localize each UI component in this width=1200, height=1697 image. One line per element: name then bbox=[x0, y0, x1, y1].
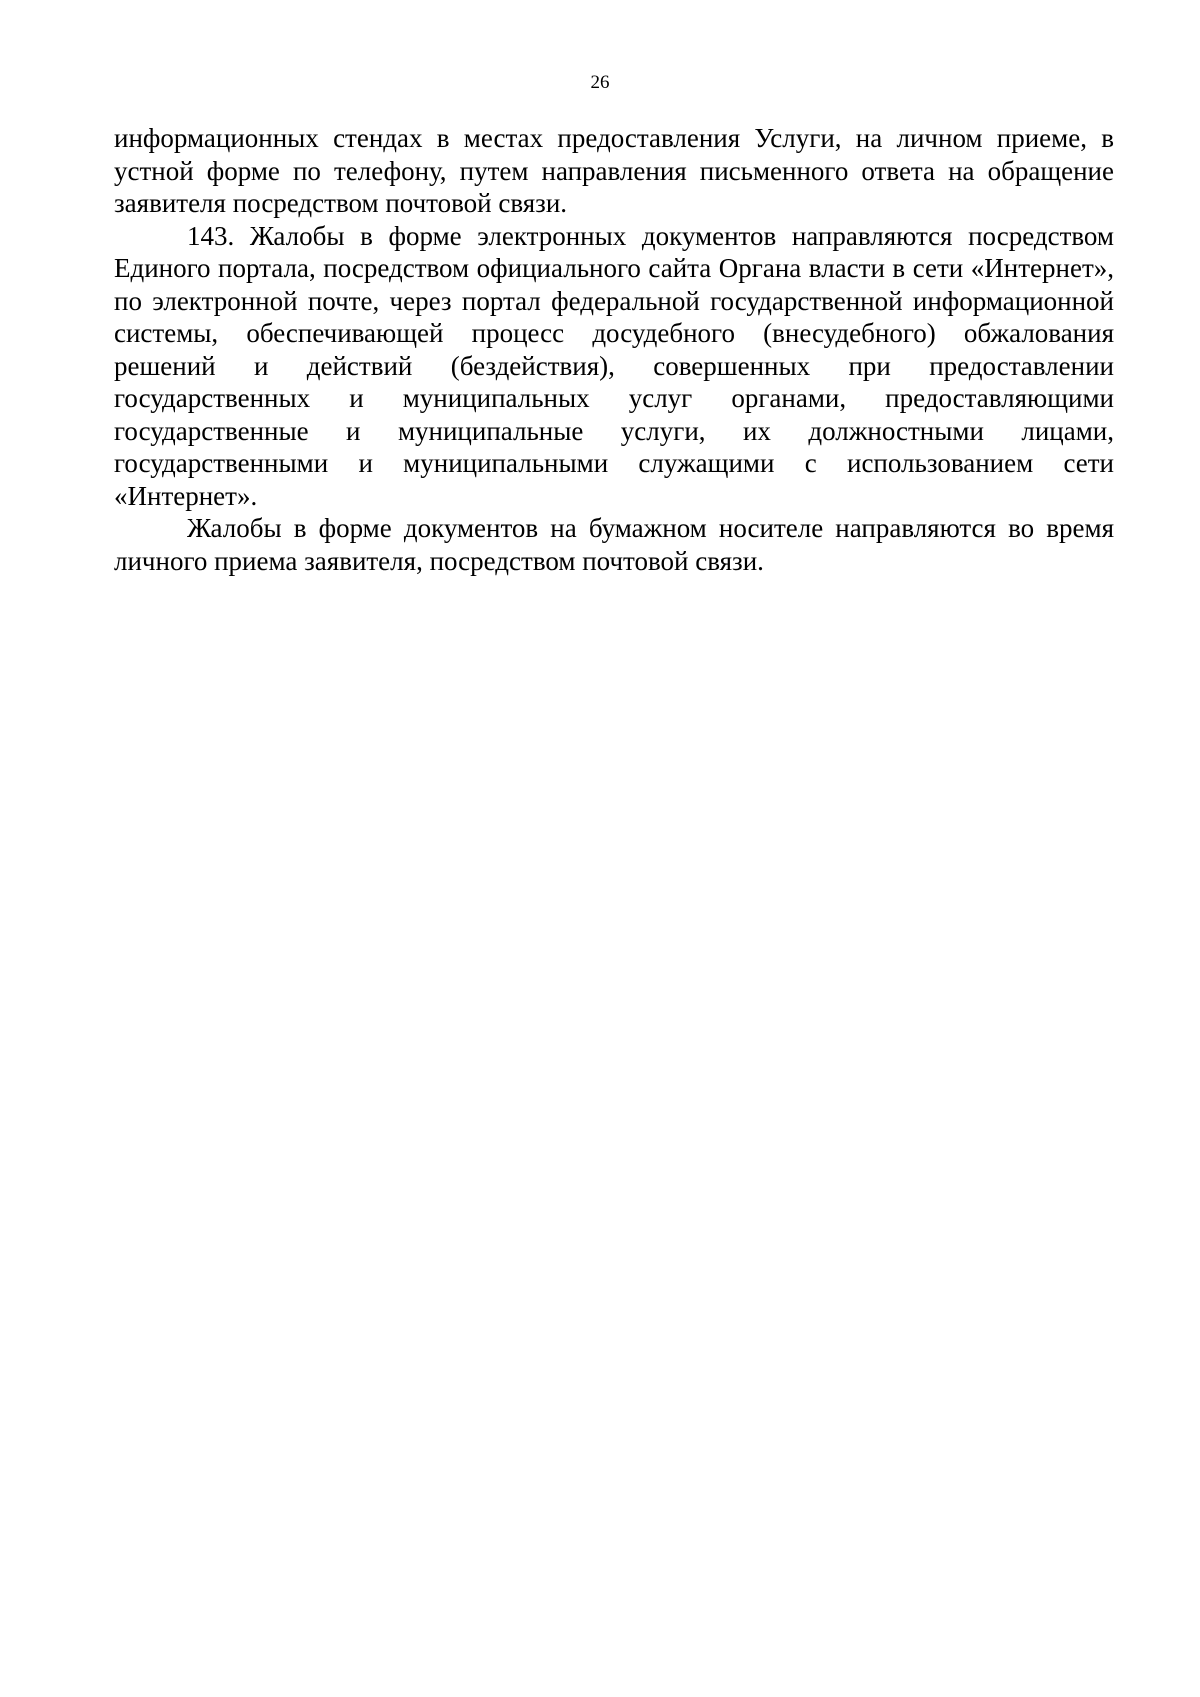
document-body bbox=[114, 122, 1114, 577]
page-number: 26 bbox=[590, 72, 610, 93]
paragraph-continuation: информационных стендах в местах предоставления Услуги, на личном приеме, в устной форме по телефону, путем направления письменного ответа на обращение заявителя посредством почтовой связи. bbox=[114, 123, 1114, 218]
paragraph-paper-complaints: Жалобы в форме документов на бумажном носителе направляются во время личного приема заявителя, посредством почтовой связи. bbox=[114, 513, 1114, 576]
paragraph-143: 143. Жалобы в форме электронных документов направляются посредством Единого портала, посредством официального сайта Органа власти в сети «Интернет», по электронной почте, через портал федеральной государственной информационной системы, обеспечивающей процесс досудебного (внесудебного) обжалования решений и действий (бездействия), совершенных при предоставлении государственных и муниципальных услуг органами, предоставляющими государственные и муниципальные услуги, их должностными лицами, государственными и муниципальными служащими с использованием сети «Интернет». bbox=[114, 220, 1114, 511]
